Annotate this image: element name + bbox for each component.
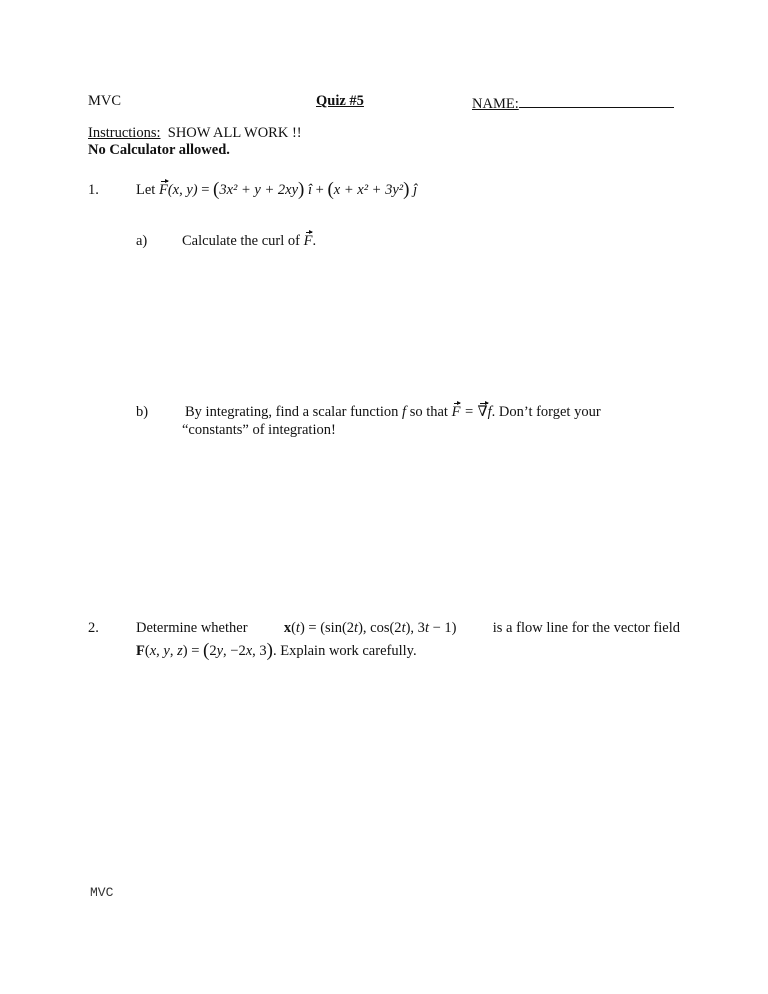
problem-2-number: 2. (88, 620, 99, 636)
j-component: x + x² + 3y² (333, 182, 404, 198)
problem-2-answer-space[interactable] (136, 670, 680, 860)
part-b-so-that: so that (409, 404, 448, 420)
part-b-text (185, 404, 601, 421)
name-blank-line (519, 93, 674, 108)
name-field (472, 93, 674, 113)
course-label: MVC (88, 93, 122, 109)
name-label: NAME: (472, 96, 519, 112)
problem-2-line1 (136, 620, 680, 637)
part-b-line2: “constants” of integration! (182, 422, 336, 438)
part-a-label: a) (136, 233, 148, 249)
instructions-text: SHOW ALL WORK !! (167, 125, 302, 141)
part-a-answer-space[interactable] (182, 255, 682, 385)
part-b-answer-space[interactable] (182, 445, 682, 595)
calculator-note: No Calculator allowed. (88, 142, 230, 158)
part-b-prompt: By integrating, find a scalar function (185, 404, 399, 420)
i-hat: î (307, 182, 313, 198)
part-a-text (182, 233, 316, 250)
j-hat: ĵ (413, 182, 418, 198)
part-b-reminder: . Don’t forget your (491, 404, 601, 420)
field-expression: F(x, y, z) = (2y, −2x, 3) (136, 640, 273, 661)
part-b-label: b) (136, 404, 149, 420)
instructions-label: Instructions: (88, 125, 161, 141)
part-a-prompt: Calculate the curl of (182, 233, 300, 249)
period: . (312, 233, 317, 249)
quiz-title: Quiz #5 (316, 93, 364, 109)
vector-F: F (158, 182, 168, 198)
F-args: (x, y) (167, 182, 198, 198)
footer-course-label: MVC (90, 885, 114, 900)
let-word: Let (136, 182, 156, 198)
problem-2-line2 (136, 640, 417, 661)
problem-2-prompt: Determine whether (136, 620, 248, 636)
gradient-equation: F = ∇f (451, 404, 492, 420)
instructions (88, 125, 302, 142)
problem-1-statement: Let F(x, y) = (3x² + y + 2xy) î + (x + x² + 3y²) ĵ (136, 179, 418, 200)
curve-expression: x(t) = (sin(2t), cos(2t), 3t − 1) (283, 620, 457, 636)
vector-F: F (303, 233, 313, 249)
i-component: 3x² + y + 2xy (219, 182, 299, 198)
problem-1-number: 1. (88, 182, 99, 198)
f-symbol: f (402, 404, 407, 420)
problem-2-prompt-end: is a flow line for the vector field (492, 620, 680, 636)
problem-2-explain: . Explain work carefully. (272, 643, 417, 659)
